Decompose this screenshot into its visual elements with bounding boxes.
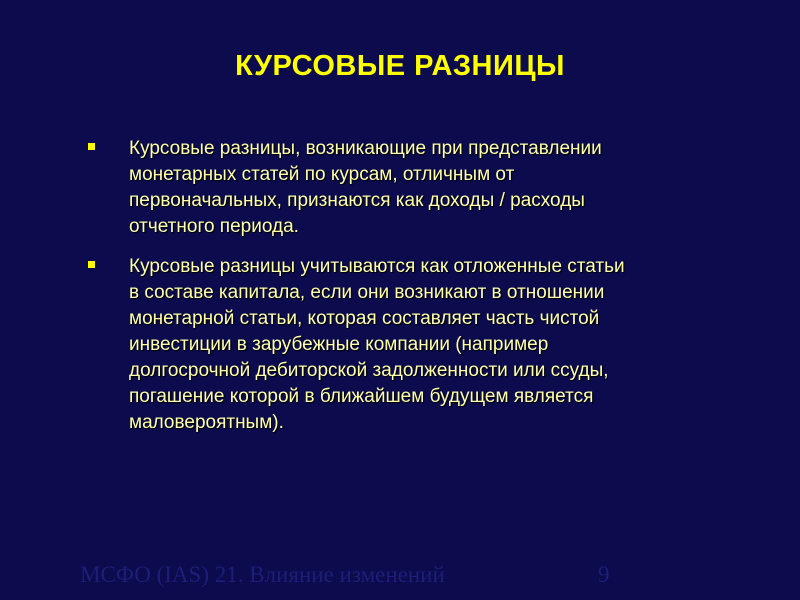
bullet-list	[88, 136, 708, 450]
bullet-text: Курсовые разницы, возникающие при представлении монетарных статей по курсам, отличным от первоначальных, признаются как доходы / расходы отчетного периода.	[129, 138, 602, 237]
square-bullet-icon	[88, 261, 95, 268]
bullet-item	[88, 136, 708, 240]
bullet-text: Курсовые разницы учитываются как отложенные статьи в составе капитала, если они возникают в отношении монетарной статьи, которая составляет часть чистой инвестиции в зарубежные компании (например долгосрочной дебиторской задолженности или ссуды, погашение которой в ближайшем будущем является маловероятным).	[129, 256, 625, 433]
square-bullet-icon	[88, 143, 95, 150]
footer-text: МСФО (IAS) 21. Влияние изменений	[80, 562, 445, 587]
slide-title: КУРСОВЫЕ РАЗНИЦЫ	[235, 50, 565, 82]
page-number: 9	[598, 562, 610, 587]
bullet-item	[88, 254, 708, 436]
